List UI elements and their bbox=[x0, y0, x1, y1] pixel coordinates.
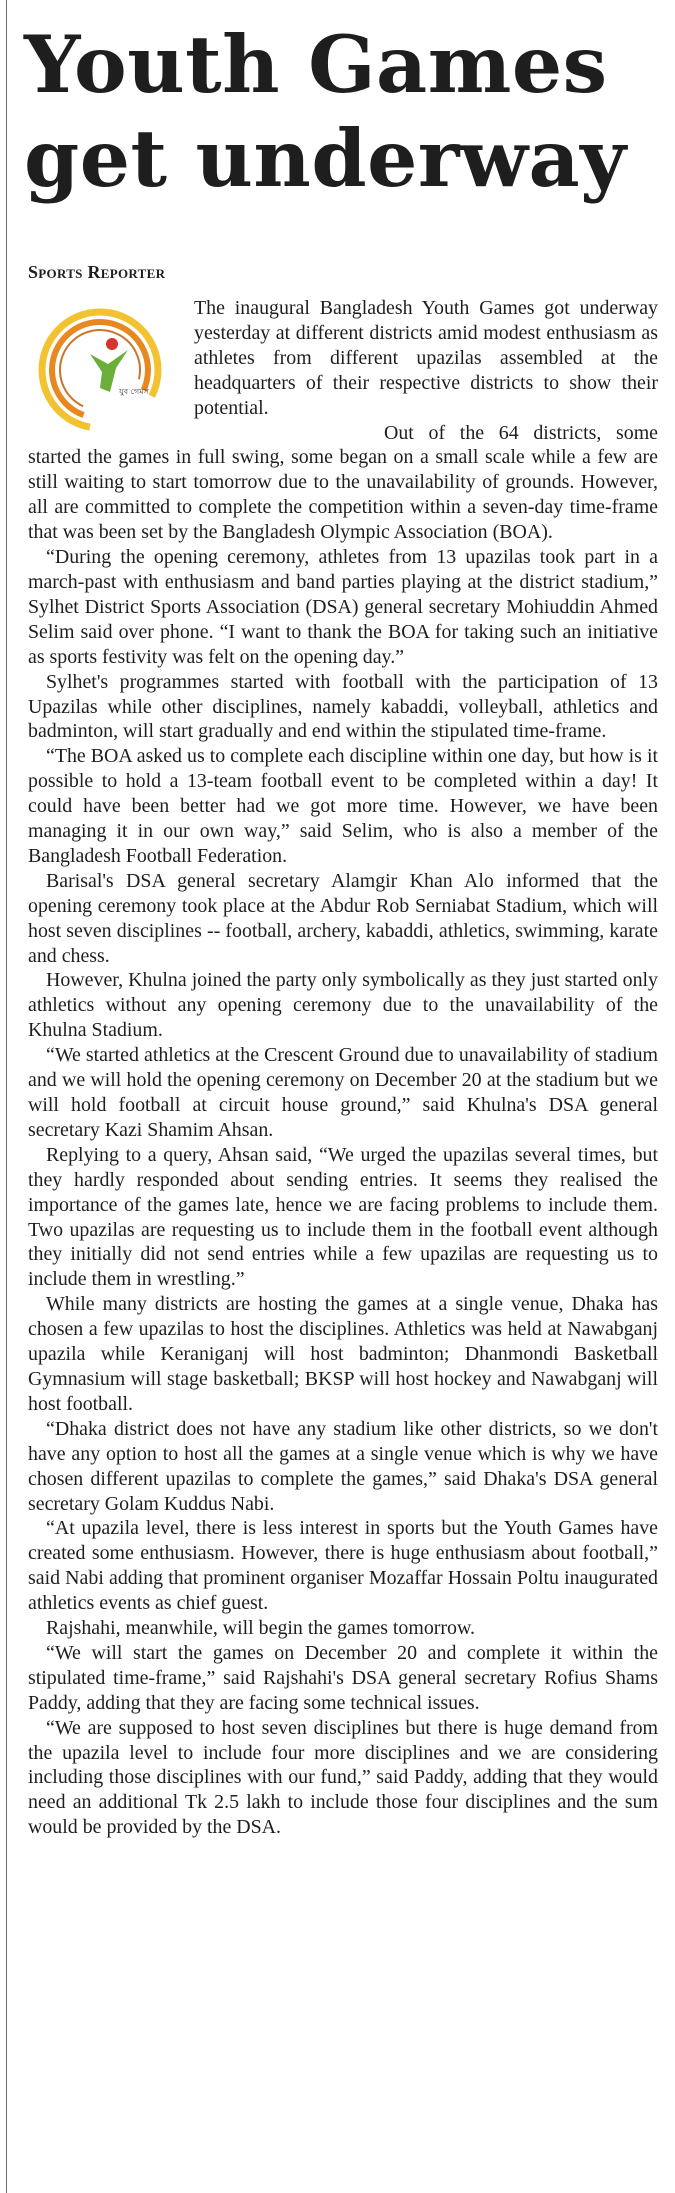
byline: Sports Reporter bbox=[28, 262, 166, 282]
headline: Youth Games get underway bbox=[24, 18, 627, 205]
article-paragraph: While many districts are hosting the games at a single venue, Dhaka has chosen a few upazilas to host the disciplines. Athletics was held at Nawabganj upazila while Keraniganj will host badminton; Dhanmondi Basketball Gymnasium will stage basketball; BKSP will host hockey and Nawabganj will host football. bbox=[28, 1293, 658, 1415]
column-rule bbox=[6, 0, 7, 2193]
article-paragraph: Replying to a query, Ahsan said, “We urged the upazilas several times, but they hardly responded about sending entries. It seems they realised the importance of the games late, hence we are facing problems to include them. Two upazilas are requesting us to include them in the football event although they initially did not send entries while a few upazilas are requesting us to include them in wrestling.” bbox=[28, 1143, 658, 1291]
article-paragraph: “The BOA asked us to complete each discipline within one day, but how is it possible to hold a 13-team football event to be completed within a day! It could have been better had we got more time. However, we have been managing it in our own way,” said Selim, who is also a member of the Bangladesh Football Federation. bbox=[28, 745, 658, 867]
logo-wrap-space bbox=[28, 296, 194, 444]
article-paragraph: “We are supposed to host seven disciplines but there is huge demand from the upazila level to include four more disciplines and we are considering including those disciplines with our fund,” said Paddy, adding that they would need an additional Tk 2.5 lakh to include those four disciplines and the sum would be provided by the DSA. bbox=[28, 1716, 658, 1839]
article-paragraph: “We started athletics at the Crescent Ground due to unavailability of stadium and we will hold the opening ceremony on December 20 at the stadium but we will hold football at circuit house ground,” said Khulna's DSA general secretary Kazi Shamim Ahsan. bbox=[28, 1044, 658, 1141]
article-paragraph: Sylhet's programmes started with football with the participation of 13 Upazilas while other disciplines, namely kabaddi, volleyball, athletics and badminton, will start gradually and end within the stipulated time-frame. bbox=[28, 670, 658, 743]
article-paragraph: However, Khulna joined the party only symbolically as they just started only athletics without any opening ceremony due to the unavailability of the Khulna Stadium. bbox=[28, 969, 658, 1042]
article-paragraph: “During the opening ceremony, athletes from 13 upazilas took part in a march-past with enthusiasm and band parties playing at the district stadium,” Sylhet District Sports Association (DSA) general secretary Mohiuddin Ahmed Selim said over phone. “I want to thank the BOA for taking such an initiative as sports festivity was felt on the opening day.” bbox=[28, 546, 658, 668]
article-paragraph: Barisal's DSA general secretary Alamgir Khan Alo informed that the opening ceremony took place at the Abdur Rob Serniabat Stadium, which will host seven disciplines -- football, archery, kabaddi, athletics, swimming, karate and chess. bbox=[28, 869, 658, 967]
article-body bbox=[28, 296, 658, 1840]
logo-caption: যুব গেমস bbox=[119, 387, 149, 396]
article-paragraph: The inaugural Bangladesh Youth Games got underway yesterday at different districts amid modest enthusiasm as athletes from different upazilas assembled at the headquarters of their respective districts to show their potential. bbox=[194, 297, 658, 419]
article-paragraph: “We will start the games on December 20 and complete it within the stipulated time-frame,” said Rajshahi's DSA general secretary Rofius Shams Paddy, adding that they are facing some technical issues. bbox=[28, 1641, 658, 1714]
article-paragraph: Rajshahi, meanwhile, will begin the games tomorrow. bbox=[46, 1617, 476, 1640]
article-paragraph: “At upazila level, there is less interest in sports but the Youth Games have created some enthusiasm. However, there is huge enthusiasm about football,” said Nabi adding that prominent organiser Mozaffar Hossain Poltu inaugurated athletics events as chief guest. bbox=[28, 1517, 658, 1615]
article-paragraph: “Dhaka district does not have any stadium like other districts, so we don't have any option to host all the games at a single venue which is why we have chosen different upazilas to complete the games,” said Dhaka's DSA general secretary Golam Kuddus Nabi. bbox=[28, 1417, 658, 1515]
article-paragraph: Out of the 64 districts, some started the games in full swing, some began on a small scale while a few are still waiting to start tomorrow due to the unavailability of grounds. However, all are committed to complete the competition within a seven-day time-frame that was been set by the Bangladesh Olympic Association (BOA). bbox=[28, 421, 658, 544]
